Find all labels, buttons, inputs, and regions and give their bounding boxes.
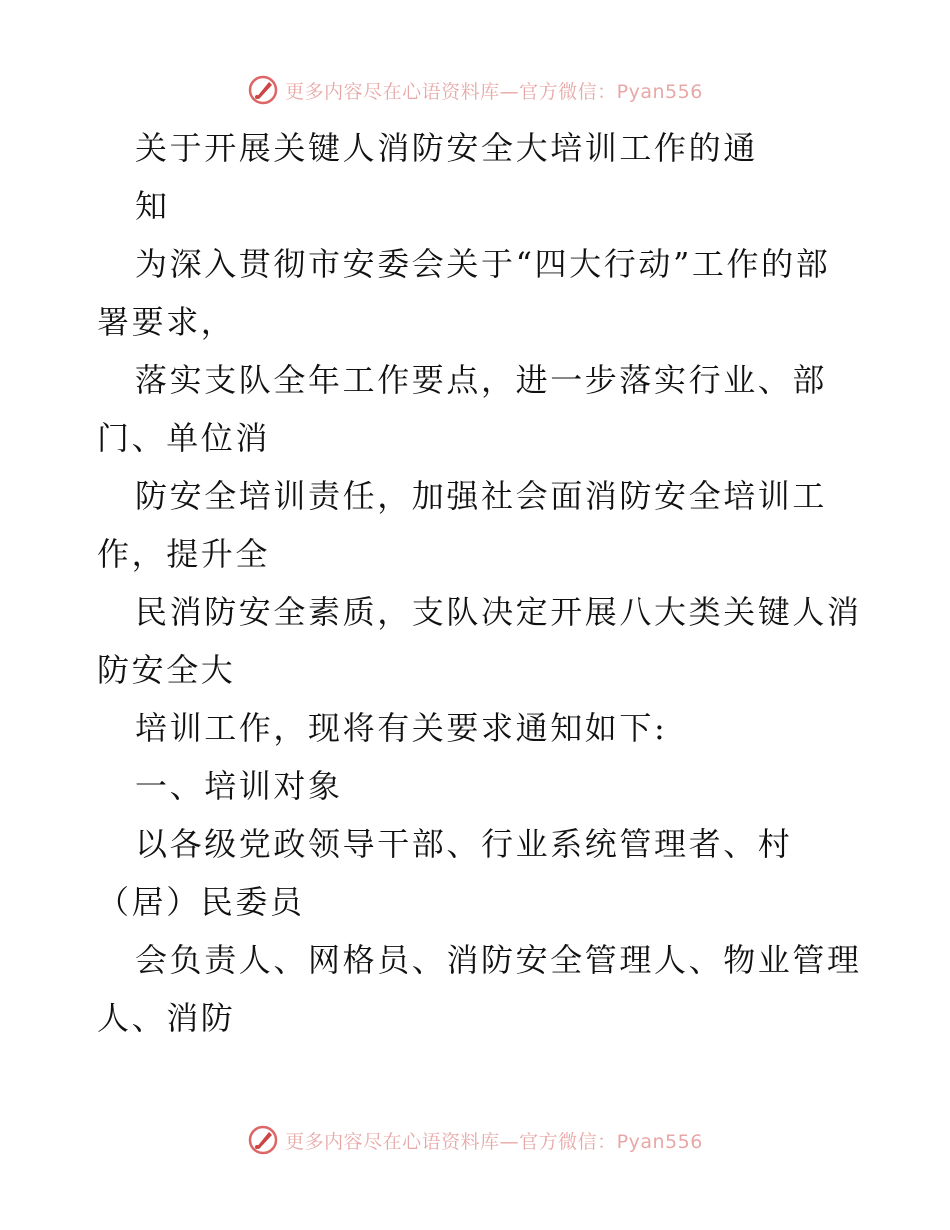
- text-line: 一、培训对象: [135, 767, 343, 805]
- text-line: 署要求，: [97, 303, 236, 341]
- text-line: 关于开展关键人消防安全大培训工作的通: [135, 129, 758, 167]
- text-line: 防安全大: [97, 651, 236, 689]
- text-line: 人、消防: [97, 999, 236, 1037]
- text-line: 民消防安全素质，支队决定开展八大类关键人消: [135, 593, 862, 631]
- text-line: 会负责人、网格员、消防安全管理人、物业管理: [135, 941, 862, 979]
- text-line: 落实支队全年工作要点，进一步落实行业、部: [135, 361, 828, 399]
- quill-circle-icon: [247, 1124, 279, 1156]
- footer-watermark: [0, 1120, 950, 1160]
- text-line: 防安全培训责任，加强社会面消防安全培训工: [135, 477, 828, 515]
- text-line: 知: [135, 187, 170, 225]
- text-line: 培训工作，现将有关要求通知如下:: [135, 709, 668, 747]
- text-line: 作，提升全: [97, 535, 271, 573]
- text-line: 以各级党政领导干部、行业系统管理者、村: [135, 825, 793, 863]
- text-line: （居）民委员: [97, 883, 305, 921]
- watermark-text: 更多内容尽在心语资料库—官方微信：Pyan556: [285, 80, 703, 103]
- watermark-text: 更多内容尽在心语资料库—官方微信：Pyan556: [285, 1130, 703, 1153]
- text-line: 门、单位消: [97, 419, 271, 457]
- text-line: 为深入贯彻市安委会关于“四大行动”工作的部: [135, 245, 831, 283]
